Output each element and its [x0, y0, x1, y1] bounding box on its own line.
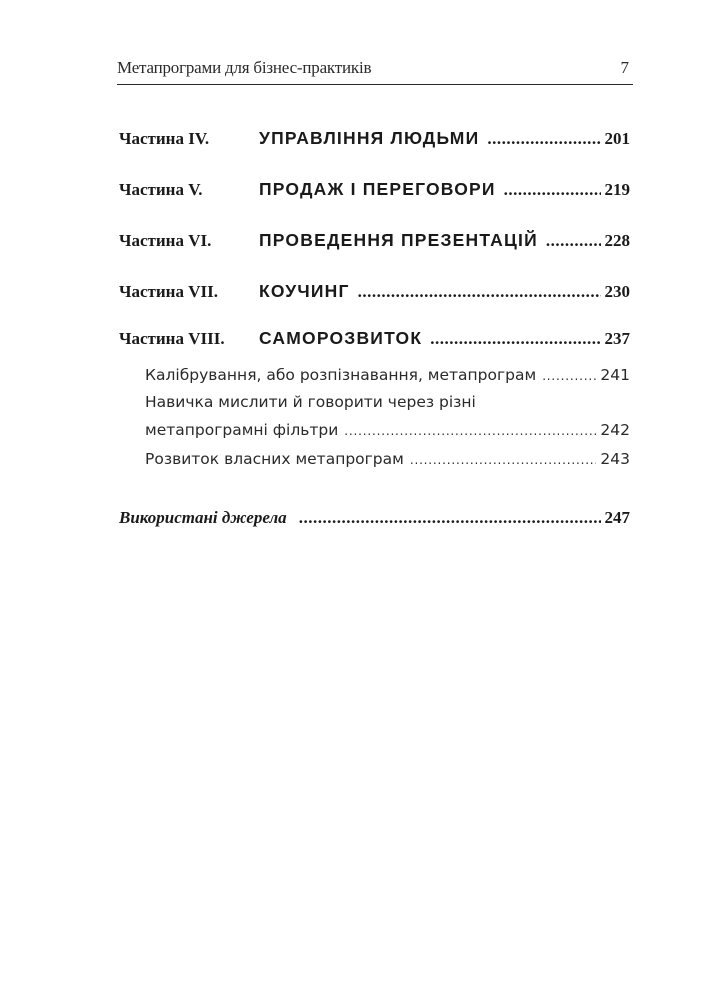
toc-subentry-own-metaprograms[interactable] [145, 450, 630, 468]
running-head [117, 56, 633, 82]
dot-leader [504, 180, 601, 200]
page-number: 237 [604, 329, 630, 348]
part-label: Частина V. [119, 180, 203, 199]
page-number: 219 [604, 180, 630, 199]
part-title: САМОРОЗВИТОК [259, 328, 423, 348]
running-head-page-number: 7 [620, 58, 629, 77]
dot-leader [430, 329, 600, 349]
toc-subentry-calibration[interactable] [145, 366, 630, 384]
page-number: 241 [600, 366, 630, 384]
toc-entry-sources[interactable] [119, 508, 630, 528]
part-label: Частина VIII. [119, 329, 225, 348]
subsection-title-line2: метапрограмні фільтри [145, 421, 339, 439]
toc-entry-part-viii[interactable] [119, 328, 630, 349]
part-label: Частина VI. [119, 231, 212, 250]
toc-subentry-thinking-skill[interactable] [145, 421, 630, 439]
toc-entry-part-vi[interactable] [119, 230, 630, 251]
dot-leader [410, 453, 597, 467]
toc-entry-part-v[interactable] [119, 179, 630, 200]
sources-title: Використані джерела [119, 508, 287, 527]
dot-leader [546, 231, 601, 251]
part-label: Частина IV. [119, 129, 210, 148]
page-number: 242 [600, 421, 630, 439]
part-title: ПРОДАЖ І ПЕРЕГОВОРИ [259, 179, 496, 199]
toc-entry-part-vii[interactable] [119, 281, 630, 302]
page-number: 243 [600, 450, 630, 468]
page-number: 201 [604, 129, 630, 148]
dot-leader [299, 508, 601, 528]
dot-leader [358, 282, 601, 302]
part-title: УПРАВЛІННЯ ЛЮДЬМИ [259, 128, 480, 148]
subsection-title: Розвиток власних метапрограм [145, 450, 404, 468]
part-label: Частина VII. [119, 282, 218, 301]
dot-leader [344, 424, 596, 438]
dot-leader [542, 369, 596, 383]
page-number: 228 [604, 231, 630, 250]
toc-entry-part-iv[interactable] [119, 128, 630, 149]
running-head-title: Метапрограми для бізнес-практиків [117, 58, 372, 77]
page-number: 230 [604, 282, 630, 301]
subsection-title-line1[interactable]: Навичка мислити й говорити через різні [145, 393, 476, 411]
subsection-title: Калібрування, або розпізнавання, метапрограм [145, 366, 537, 384]
part-title: ПРОВЕДЕННЯ ПРЕЗЕНТАЦІЙ [259, 230, 538, 250]
page-number: 247 [604, 508, 630, 527]
header-rule [117, 84, 633, 85]
dot-leader [487, 129, 600, 149]
part-title: КОУЧИНГ [259, 281, 350, 301]
